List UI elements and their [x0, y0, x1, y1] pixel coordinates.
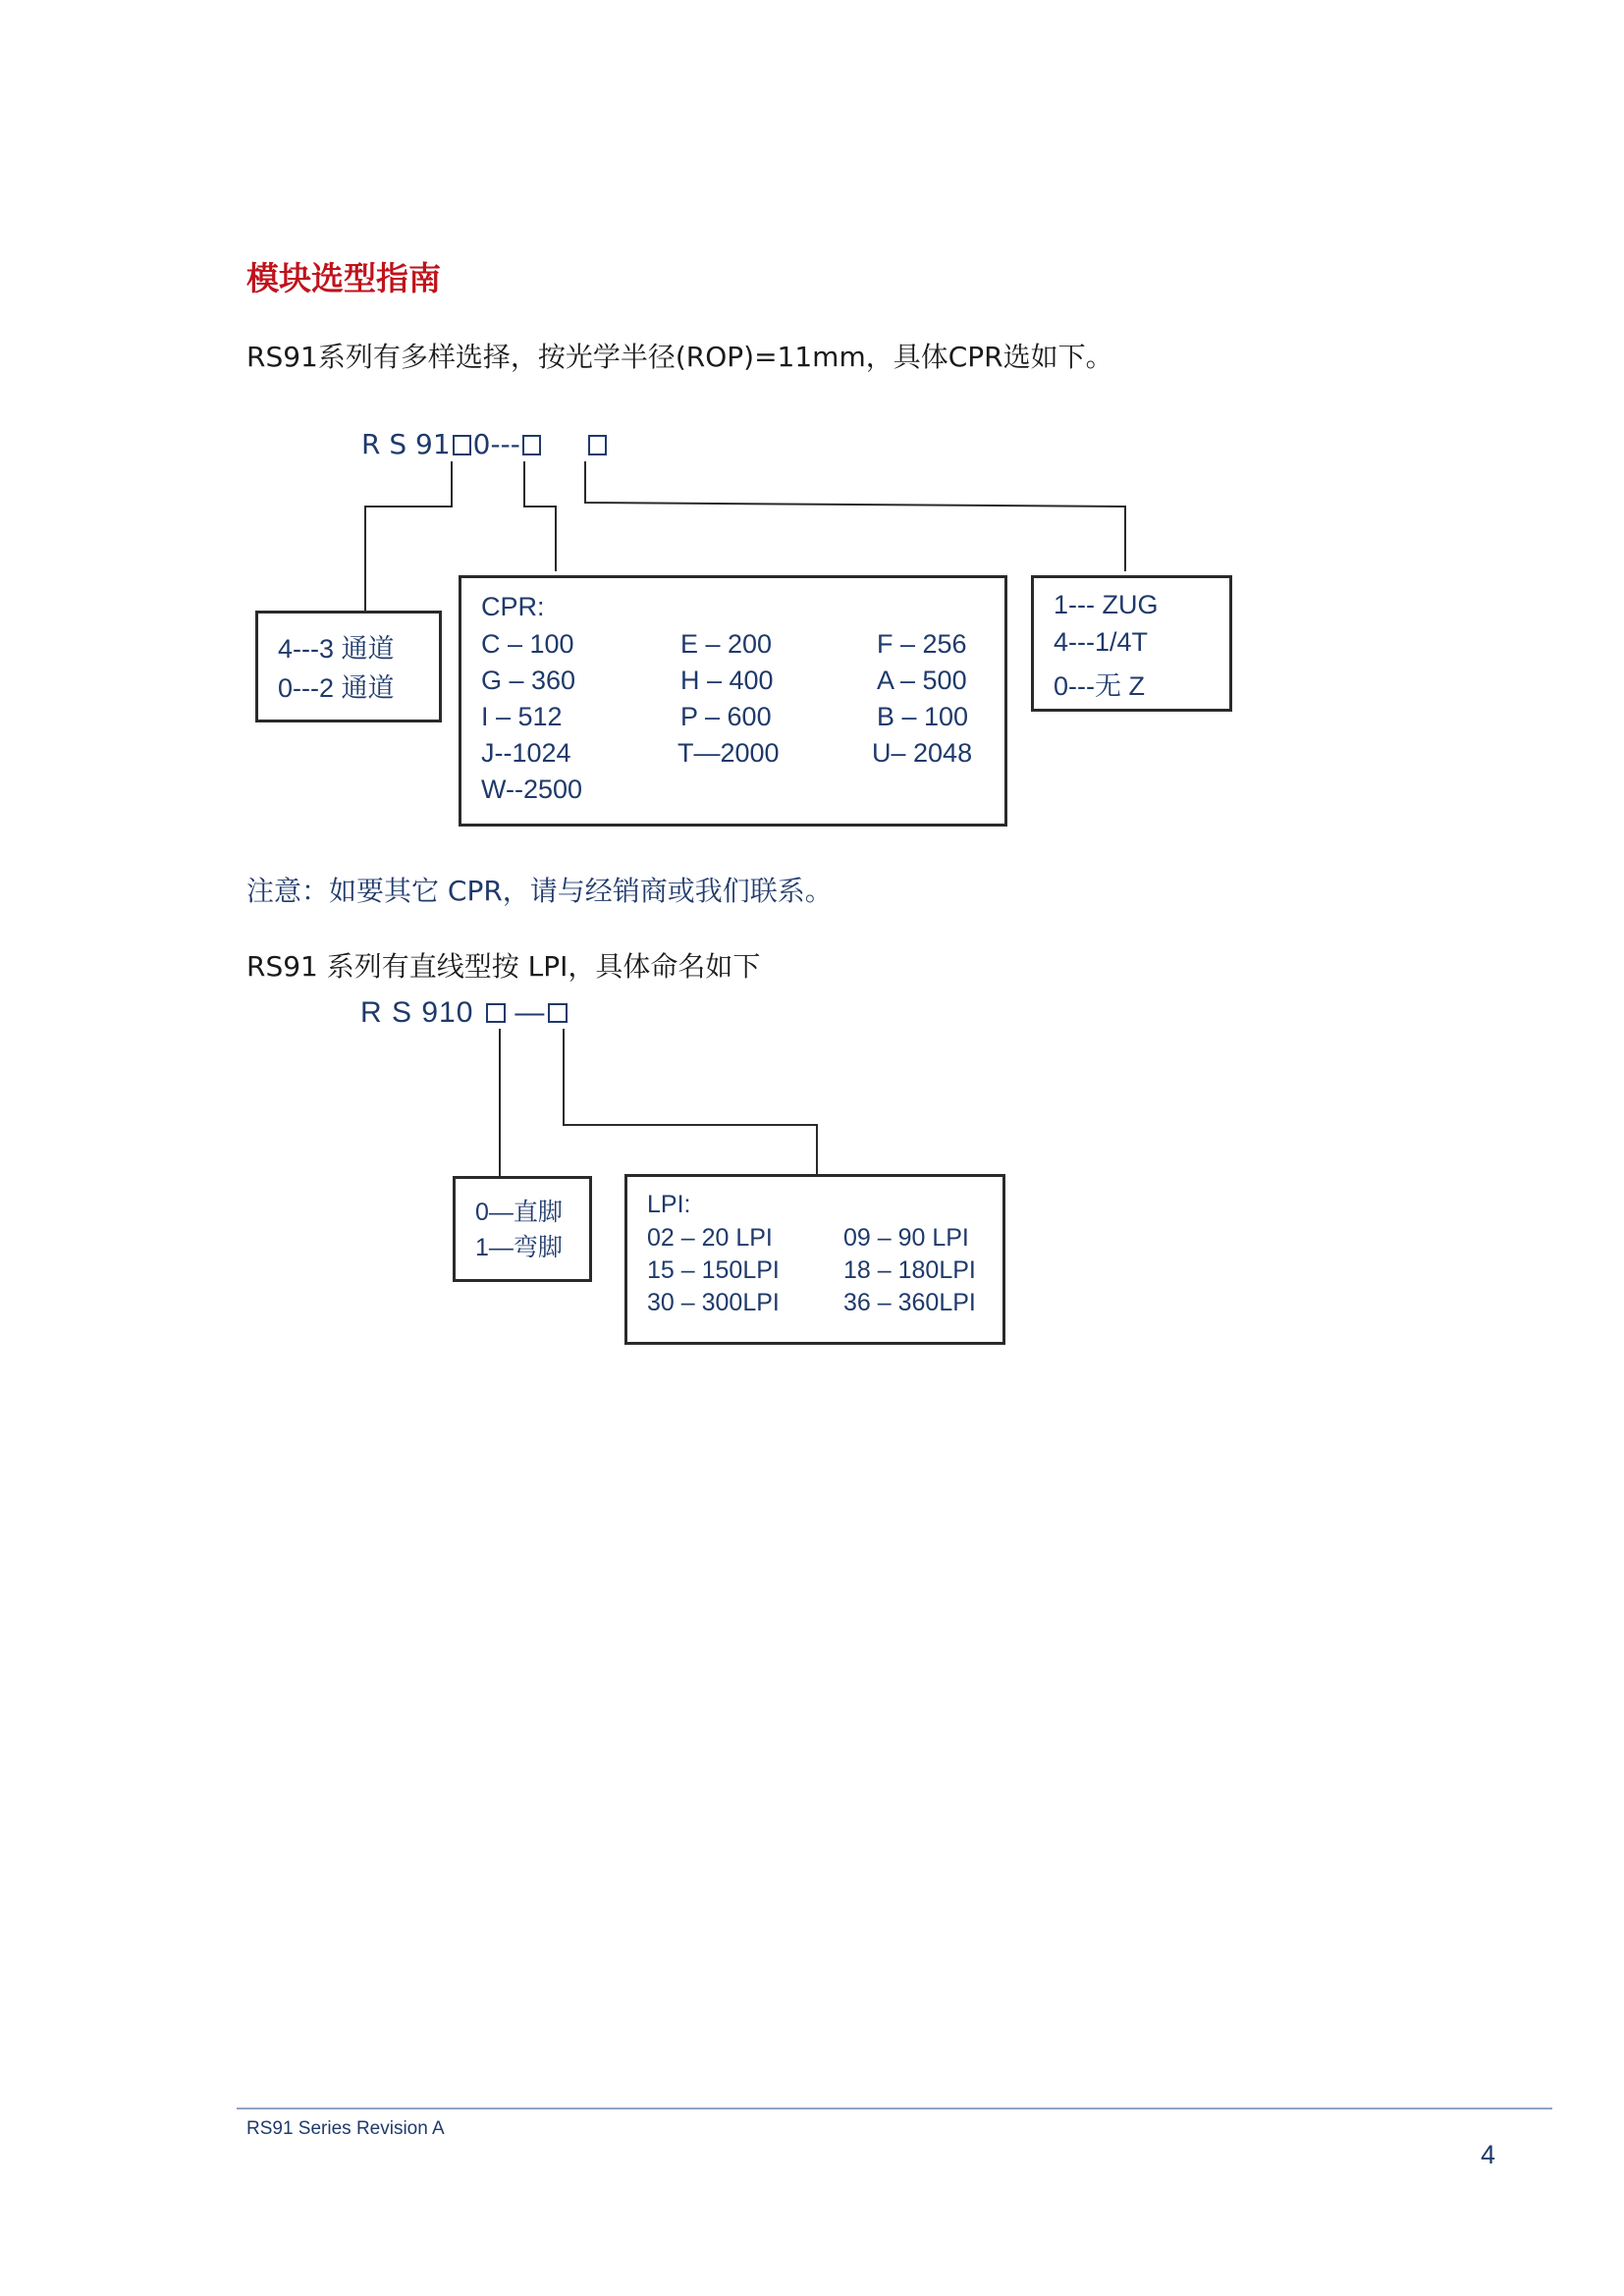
z-option: 0---无 Z [1054, 671, 1145, 701]
lpi-option: 30 – 300LPI [647, 1289, 780, 1316]
note-text: 注意：如要其它 CPR，请与经销商或我们联系。 [246, 875, 833, 907]
cpr-option: A – 500 [877, 666, 967, 695]
cpr-slot-box [522, 435, 541, 455]
cpr-option: C – 100 [481, 629, 574, 659]
linear-intro-text: RS91 系列有直线型按 LPI，具体命名如下 [246, 950, 761, 983]
intro-text: RS91系列有多样选择，按光学半径(ROP)=11mm，具体CPR选如下。 [246, 341, 1113, 373]
lpi-option: 36 – 360LPI [843, 1289, 976, 1316]
lpi-option: 15 – 150LPI [647, 1256, 780, 1284]
channel-slot-box [453, 435, 471, 455]
lpi-label: LPI: [647, 1191, 691, 1218]
code-middle: 0--- [472, 428, 520, 460]
code-prefix: R S 91 [361, 428, 451, 460]
code2-dash: — [514, 996, 546, 1029]
footer-text: RS91 Series Revision A [246, 2118, 445, 2139]
model-code-cpr [361, 428, 609, 460]
z-box [1031, 575, 1232, 712]
footer-divider [237, 2108, 1552, 2109]
cpr-box [459, 575, 1007, 827]
page-number: 4 [1481, 2140, 1496, 2169]
z-slot-box [588, 435, 607, 455]
z-option: 4---1/4T [1054, 627, 1149, 657]
lpi-option: 09 – 90 LPI [843, 1224, 969, 1252]
model-code-lpi [360, 996, 570, 1030]
cpr-option: U– 2048 [872, 738, 973, 768]
lpi-slot-box [548, 1003, 568, 1023]
lpi-box [624, 1174, 1005, 1345]
channel-box [255, 611, 442, 722]
code2-prefix: R S 910 [360, 996, 474, 1029]
pin-option: 0—直脚 [475, 1199, 563, 1226]
pin-box [453, 1176, 592, 1282]
channel-option: 0---2 通道 [278, 673, 395, 703]
cpr-option: E – 200 [680, 629, 773, 659]
cpr-option: T—2000 [677, 738, 780, 768]
cpr-option: P – 600 [680, 702, 772, 731]
cpr-label: CPR: [481, 592, 545, 621]
connector-z [585, 461, 1125, 571]
cpr-option: B – 100 [877, 702, 969, 731]
channel-option: 4---3 通道 [278, 634, 395, 664]
connector-channel [365, 461, 452, 611]
lpi-option: 18 – 180LPI [843, 1256, 976, 1284]
lpi-option: 02 – 20 LPI [647, 1224, 773, 1252]
connector-lpi [564, 1029, 817, 1176]
cpr-option: F – 256 [877, 629, 967, 659]
pin-slot-box [486, 1003, 506, 1023]
pin-option: 1—弯脚 [475, 1234, 563, 1261]
cpr-option: H – 400 [680, 666, 774, 695]
page-title: 模块选型指南 [246, 259, 441, 297]
connector-cpr [524, 461, 556, 571]
cpr-option: I – 512 [481, 702, 563, 731]
z-option: 1--- ZUG [1054, 590, 1159, 619]
cpr-option: W--2500 [481, 774, 583, 804]
cpr-option: J--1024 [481, 738, 571, 768]
cpr-option: G – 360 [481, 666, 576, 695]
